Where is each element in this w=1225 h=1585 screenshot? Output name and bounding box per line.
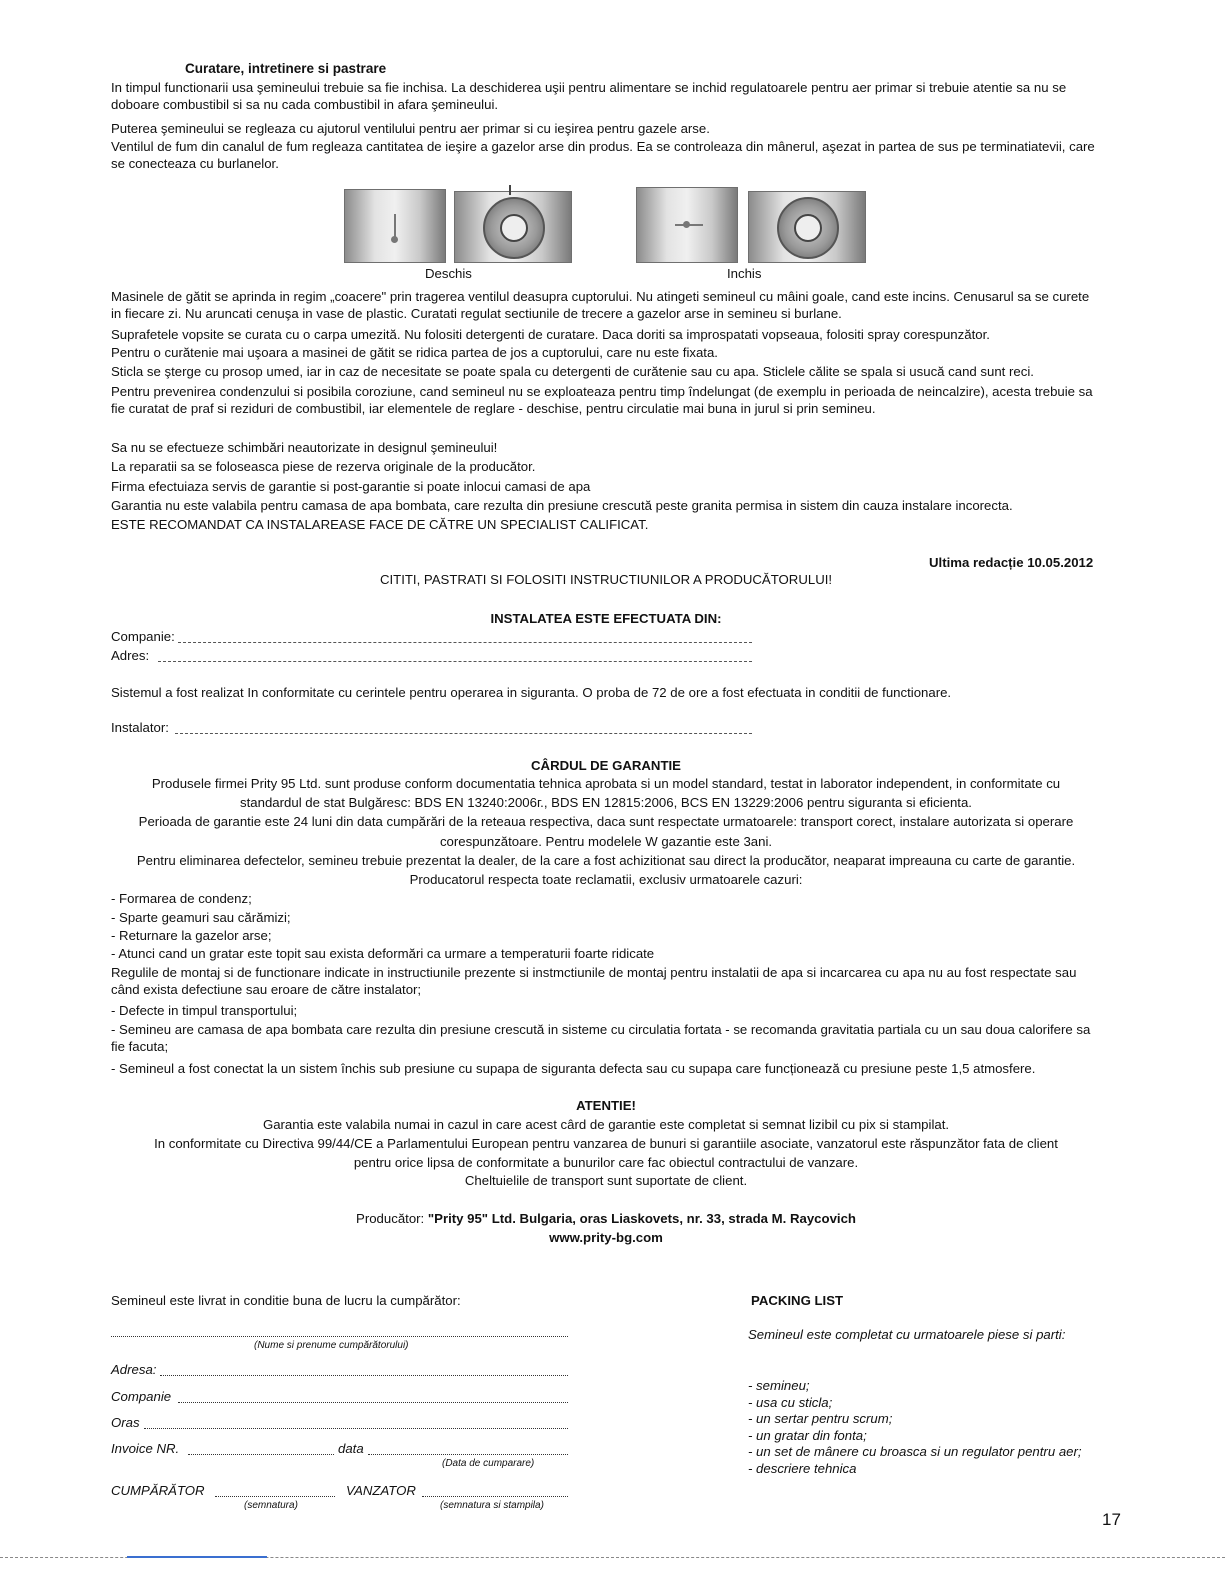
figure-caption-open: Deschis xyxy=(425,266,472,281)
installer-label: Instalator: xyxy=(111,720,169,735)
invoice-number-field[interactable] xyxy=(188,1454,334,1455)
attention-line: Cheltuielile de transport sunt suportate de client. xyxy=(464,1173,748,1188)
warranty-line: standardul de stat Bulgăresc: BDS EN 13240:2006г., BDS EN 12815:2006, BCS EN 13229:2006 pentru siguranta si eficienta. xyxy=(240,795,972,810)
installation-heading: INSTALATEA ESTE EFECTUATA DIN: xyxy=(490,611,722,626)
buyer-form-intro: Semineul este livrat in conditie buna de lucru la cumpărător: xyxy=(111,1293,461,1308)
warranty-line: Producatorul respecta toate reclamatii, exclusiv urmatoarele cazuri: xyxy=(409,872,803,887)
invoice-label: Invoice NR. xyxy=(111,1441,180,1456)
buyer-name-caption: (Nume si prenume cumpărătorului) xyxy=(254,1340,409,1351)
paragraph: Suprafetele vopsite se curata cu o carpa umezită. Nu folositi detergenti de curatare. Daca doriti sa improspatati vopseaua, folositi spray corespunzător. xyxy=(111,327,990,342)
purchase-date-field[interactable] xyxy=(368,1454,568,1455)
damper-open-figure xyxy=(344,185,574,262)
exclusion-item: - Semineul a fost conectat la un sistem închis sub presiune cu supapa de siguranta defecta sau cu supapa care funcționează cu presiune peste 1,5 atmosfere. xyxy=(111,1061,1036,1076)
producer-line xyxy=(111,1211,1101,1228)
damper-closed-figure xyxy=(636,185,868,262)
warranty-line: corespunzătoare. Pentru modelele W gazantie este 3ani. xyxy=(439,834,773,849)
buyer-company-label: Companie xyxy=(111,1389,172,1404)
packing-list xyxy=(748,1378,1082,1478)
read-instructions-notice: CITITI, PASTRATI SI FOLOSITI INSTRUCTIUNILOR A PRODUCĂTORULUI! xyxy=(379,572,833,587)
notice-line: ESTE RECOMANDAT CA INSTALAREASE FACE DE CĂTRE UN SPECIALIST CALIFICAT. xyxy=(111,517,649,532)
buyer-signature-field[interactable] xyxy=(215,1496,335,1497)
notice-line: Garantia nu este valabila pentru camasa de apa bombata, care rezulta din presiune crescută peste granita permisa in sistem din cauza instalare incorecta. xyxy=(111,498,1013,513)
attention-line: Garantia este valabila numai in cazul in care acest cârd de garantie este completat si semnat lizibil cu pix si stampilat. xyxy=(262,1117,950,1132)
buyer-signature-caption: (semnatura) xyxy=(244,1500,298,1511)
paragraph: Masinele de gătit se aprinda in regim „coacere" prin tragerea ventilul deasupra cuptorului. Nu atingeti semineul cu mâini goale, cand este incins. Cenusarul sa se curete in fiecare zi. Nu aruncati cenuşa in vase de plastic. Curatati regulat sectiunile de trecere a gazelor arse in semineu si burlane. xyxy=(111,289,1090,321)
exclusion-item: - Atunci cand un gratar este topit sau exista deformări ca urmare a temperaturii foarte ridicate xyxy=(111,946,655,961)
address-field[interactable] xyxy=(158,661,752,662)
footer-link-underline xyxy=(127,1556,267,1558)
packing-list-heading: PACKING LIST xyxy=(751,1293,844,1308)
buyer-address-field[interactable] xyxy=(160,1375,568,1376)
packing-item: - un sertar pentru scrum; xyxy=(748,1411,893,1427)
seller-signature-field[interactable] xyxy=(422,1496,568,1497)
exclusion-item: - Semineu are camasa de apa bombata care rezulta din presiune crescută in sisteme cu circulatia fortata - se recomanda gravitatia partiala cu un sau doua calorifere sa fie facuta; xyxy=(111,1022,1091,1054)
packing-item: - descriere tehnica xyxy=(748,1460,857,1476)
warranty-line: Produsele firmei Prity 95 Ltd. sunt produse conform documentatia tehnica aprobata si un model standard, testat in laborator independent, in conformitate cu xyxy=(151,776,1061,791)
exclusion-item: - Sparte geamuri sau cărămizi; xyxy=(111,910,291,925)
paragraph: In timpul functionarii usa şemineului trebuie sa fie inchisa. La deschiderea uşii pentru alimentare se inchid regulatoarele pentru aer primar si trebuie atentie sa nu se doboare combustibil si sa nu cada combustibil in afara şemineului. xyxy=(111,80,1067,112)
paragraph: Pentru o curătenie mai uşoara a masinei de gătit se ridica partea de jos a cuptorului, care nu este fixata. xyxy=(111,345,718,360)
packing-item: - semineu; xyxy=(748,1378,810,1393)
packing-item: - usa cu sticla; xyxy=(748,1394,833,1410)
producer-label: Producător: xyxy=(356,1211,425,1226)
buyer-city-label: Oras xyxy=(111,1415,140,1430)
date-label: data xyxy=(338,1441,364,1456)
warranty-heading: CÂRDUL DE GARANTIE xyxy=(531,758,681,773)
attention-line: In conformitate cu Directiva 99/44/CE a Parlamentului European pentru vanzarea de bunuri si garantiile asociate, vanzatorul este răspunzător fata de client xyxy=(154,1136,1058,1151)
buyer-city-field[interactable] xyxy=(144,1428,568,1429)
paragraph: Sticla se şterge cu prosop umed, iar in caz de necesitate se poate spala cu detergenti de curătenie sau cu apa. Sticlele călite se spala si usucă cand sunt reci. xyxy=(111,364,1034,379)
seller-signature-label: VANZATOR xyxy=(346,1483,416,1498)
page-number: 17 xyxy=(1102,1510,1121,1529)
paragraph: Pentru prevenirea condenzului si posibila coroziune, cand semineul nu se exploateaza pentru timp îndelungat (de exemplu in perioada de neincalzire), acesta trebuie sa fie curatat de praf si reziduri de combustibil, iar elementele de reglare - deschise, pentru circulatie mai buna in jurul si prin semineu. xyxy=(111,384,1093,416)
packing-item: - un gratar din fonta; xyxy=(748,1427,867,1443)
warranty-line: Pentru eliminarea defectelor, semineu trebuie prezentat la dealer, de la care a fost achizitionat sau direct la producător, neaparat impreauna cu carte de garantie. xyxy=(136,853,1076,868)
exclusion-item: - Defecte in timpul transportului; xyxy=(111,1003,298,1018)
paragraph: Puterea şemineului se regleaza cu ajutorul ventilului pentru aer primar si cu ieşirea pentru gazele arse. xyxy=(111,121,710,136)
company-field[interactable] xyxy=(178,642,752,643)
buyer-company-field[interactable] xyxy=(178,1402,568,1403)
notice-line: Firma efectuiaza servis de garantie si post-garantie si poate inlocui camasi de apa xyxy=(111,479,591,494)
exclusion-item: - Formarea de condenz; xyxy=(111,891,252,906)
buyer-signature-label: CUMPĂRĂTOR xyxy=(111,1483,205,1498)
damper-valve-image xyxy=(748,191,866,263)
flue-pipe-image xyxy=(344,189,446,263)
warranty-line: Perioada de garantie este 24 luni din data cumpărări de la reteaua respectiva, daca sunt respectate urmatoarele: transport corect, instalare autorizata si operare xyxy=(138,814,1074,829)
date-caption: (Data de cumparare) xyxy=(442,1458,535,1469)
figure-caption-closed: Inchis xyxy=(727,266,762,281)
packing-list-intro: Semineul este completat cu urmatoarele piese si parti: xyxy=(748,1327,1066,1342)
seller-signature-caption: (semnatura si stampila) xyxy=(440,1500,544,1511)
flue-pipe-image xyxy=(636,187,738,263)
company-label: Companie: xyxy=(111,629,175,644)
attention-heading: ATENTIE! xyxy=(576,1098,636,1113)
installer-field[interactable] xyxy=(175,733,752,734)
buyer-name-field[interactable] xyxy=(111,1336,568,1337)
notice-line: Sa nu se efectueze schimbări neautorizate in designul şemineului! xyxy=(111,440,498,455)
paragraph: Ventilul de fum din canalul de fum regleaza cantitatea de ieşire a gazelor arse din produs. Ea se controleaza din mânerul, aşezat in partea de sus pe terminatiatevii, care se conecteaza cu burlanelor. xyxy=(111,139,1095,171)
packing-item: - un set de mânere cu broasca si un regulator pentru aer; xyxy=(748,1444,1082,1460)
producer-name: "Prity 95" Ltd. Bulgaria, oras Liaskovets, nr. 33, strada M. Raycovich xyxy=(427,1211,856,1226)
damper-valve-image xyxy=(454,191,572,263)
section-heading-cleaning: Curatare, intretinere si pastrare xyxy=(185,61,387,76)
producer-website[interactable]: www.prity-bg.com xyxy=(549,1230,663,1245)
address-label: Adres: xyxy=(111,648,150,663)
rules-paragraph: Regulile de montaj si de functionare indicate in instructiunile prezente si instmctiunile de montaj pentru instalatii de apa si incarcarea cu apa nu au fost respectate sau când exista defectiune sau eroare de către instalator; xyxy=(111,965,1077,997)
buyer-address-label: Adresa: xyxy=(111,1362,157,1377)
attention-line: pentru orice lipsa de conformitate a bunurilor care fac obiectul contractului de vanzare. xyxy=(353,1155,859,1170)
notice-line: La reparatii sa se foloseasca piese de rezerva originale de la producător. xyxy=(111,459,536,474)
edition-date: Ultima redacție 10.05.2012 xyxy=(929,555,1094,570)
installation-statement: Sistemul a fost realizat In conformitate cu cerintele pentru operarea in siguranta. O proba de 72 de ore a fost efectuata in conditii de functionare. xyxy=(111,685,952,700)
exclusion-item: - Returnare la gazelor arse; xyxy=(111,928,272,943)
